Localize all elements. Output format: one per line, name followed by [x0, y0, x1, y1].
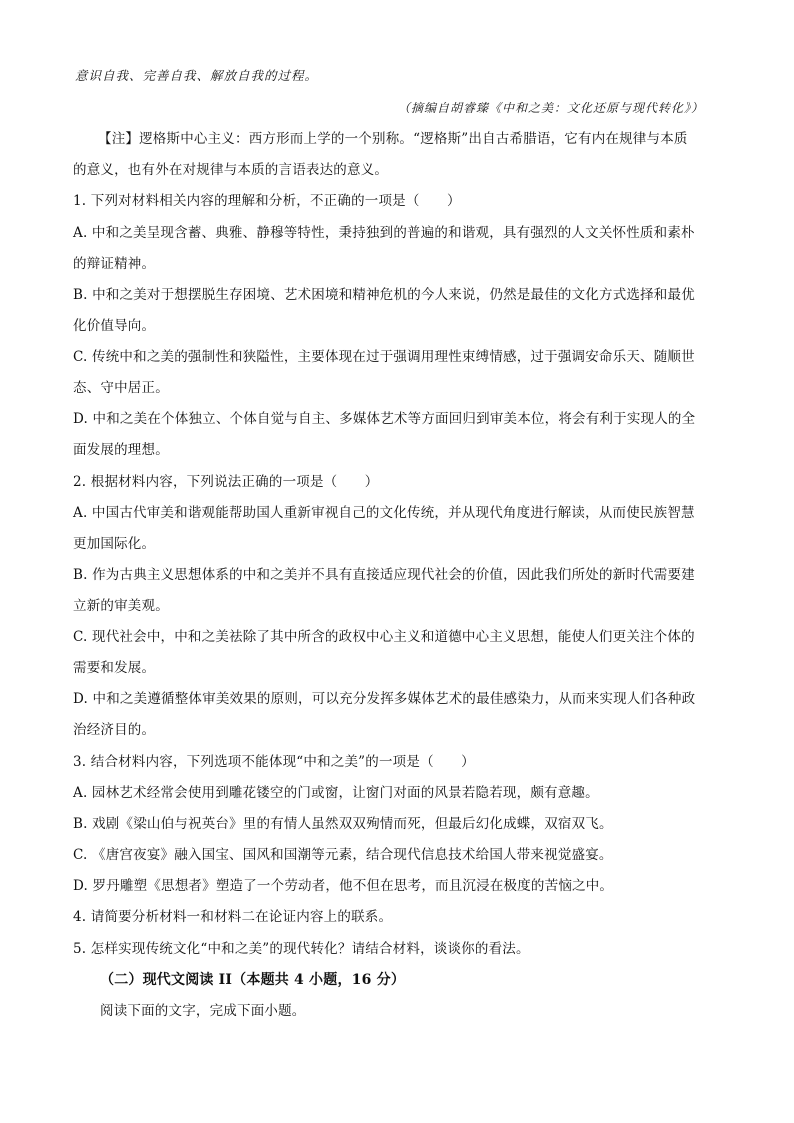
q3-option-a: A. 园林艺术经常会使用到雕花镂空的门或窗，让窗门对面的风景若隐若现，颇有意趣。 [73, 785, 599, 801]
question-4: 4. 请简要分析材料一和材料二在论证内容上的联系。 [73, 909, 393, 925]
q1-option-c-line-2: 态、守中居正。 [73, 380, 169, 396]
q2-option-a-line-2: 更加国际化。 [73, 536, 156, 552]
q2-option-b-line-2: 立新的审美观。 [73, 598, 169, 614]
q3-option-b: B. 戏剧《梁山伯与祝英台》里的有情人虽然双双殉情而死，但最后幻化成蝶，双宿双飞。 [73, 816, 613, 832]
passage-ending: 意识自我、完善自我、解放自我的过程。 [75, 68, 319, 83]
q1-option-a-line-1: A. 中和之美呈现含蓄、典雅、静穆等特性，秉持独到的普遍的和谐观，具有强烈的人文关怀性质和素朴 [73, 225, 695, 241]
section-heading: （二）现代文阅读 II（本题共 4 小题，16 分） [100, 972, 406, 988]
q1-option-b-line-1: B. 中和之美对于想摆脱生存困境、艺术困境和精神危机的今人来说，仍然是最佳的文化方式选择和最优 [73, 287, 695, 303]
question-5: 5. 怎样实现传统文化“中和之美”的现代转化？请结合材料，谈谈你的看法。 [73, 941, 530, 957]
q2-option-c-line-1: C. 现代社会中，中和之美祛除了其中所含的政权中心主义和道德中心主义思想，能使人们更关注个体的 [73, 629, 695, 645]
q1-option-b-line-2: 化价值导向。 [73, 318, 156, 334]
q3-option-d: D. 罗丹雕塑《思想者》塑造了一个劳动者，他不但在思考，而且沉浸在极度的苦恼之中。 [73, 878, 614, 894]
question-1: 1. 下列对材料相关内容的理解和分析，不正确的一项是（ ） [73, 193, 461, 209]
q2-option-d-line-1: D. 中和之美遵循整体审美效果的原则，可以充分发挥多媒体艺术的最佳感染力，从而来实现人们各种政 [73, 691, 696, 707]
q2-option-b-line-1: B. 作为古典主义思想体系的中和之美并不具有直接适应现代社会的价值，因此我们所处的新时代需要建 [73, 567, 695, 583]
q2-option-c-line-2: 需要和发展。 [73, 660, 156, 676]
source-citation: （摘编自胡睿臻《中和之美：文化还原与现代转化》） [398, 101, 705, 115]
q1-option-d-line-2: 面发展的理想。 [73, 442, 169, 458]
q1-option-d-line-1: D. 中和之美在个体独立、个体自觉与自主、多媒体艺术等方面回归到审美本位，将会有利于实现人的全 [73, 411, 696, 427]
q2-option-d-line-2: 治经济目的。 [73, 722, 156, 738]
note-line-1: 【注】逻格斯中心主义：西方形而上学的一个别称。“逻格斯”出自古希腊语，它有内在规律与本质 [98, 131, 688, 147]
q1-option-c-line-1: C. 传统中和之美的强制性和狭隘性，主要体现在过于强调用理性束缚情感，过于强调安命乐天、随顺世 [73, 349, 695, 365]
reading-instruction: 阅读下面的文字，完成下面小题。 [100, 1003, 306, 1019]
q3-option-c: C. 《唐宫夜宴》融入国宝、国风和国潮等元素，结合现代信息技术给国人带来视觉盛宴。 [73, 847, 613, 863]
q1-option-a-line-2: 的辩证精神。 [73, 256, 156, 272]
q2-option-a-line-1: A. 中国古代审美和谐观能帮助国人重新审视自己的文化传统，并从现代角度进行解读，从而使民族智慧 [73, 505, 695, 521]
question-2: 2. 根据材料内容，下列说法正确的一项是（ ） [73, 474, 379, 490]
question-3: 3. 结合材料内容，下列选项不能体现“中和之美”的一项是（ ） [73, 754, 475, 770]
note-line-2: 的意义，也有外在对规律与本质的言语表达的意义。 [73, 162, 389, 178]
